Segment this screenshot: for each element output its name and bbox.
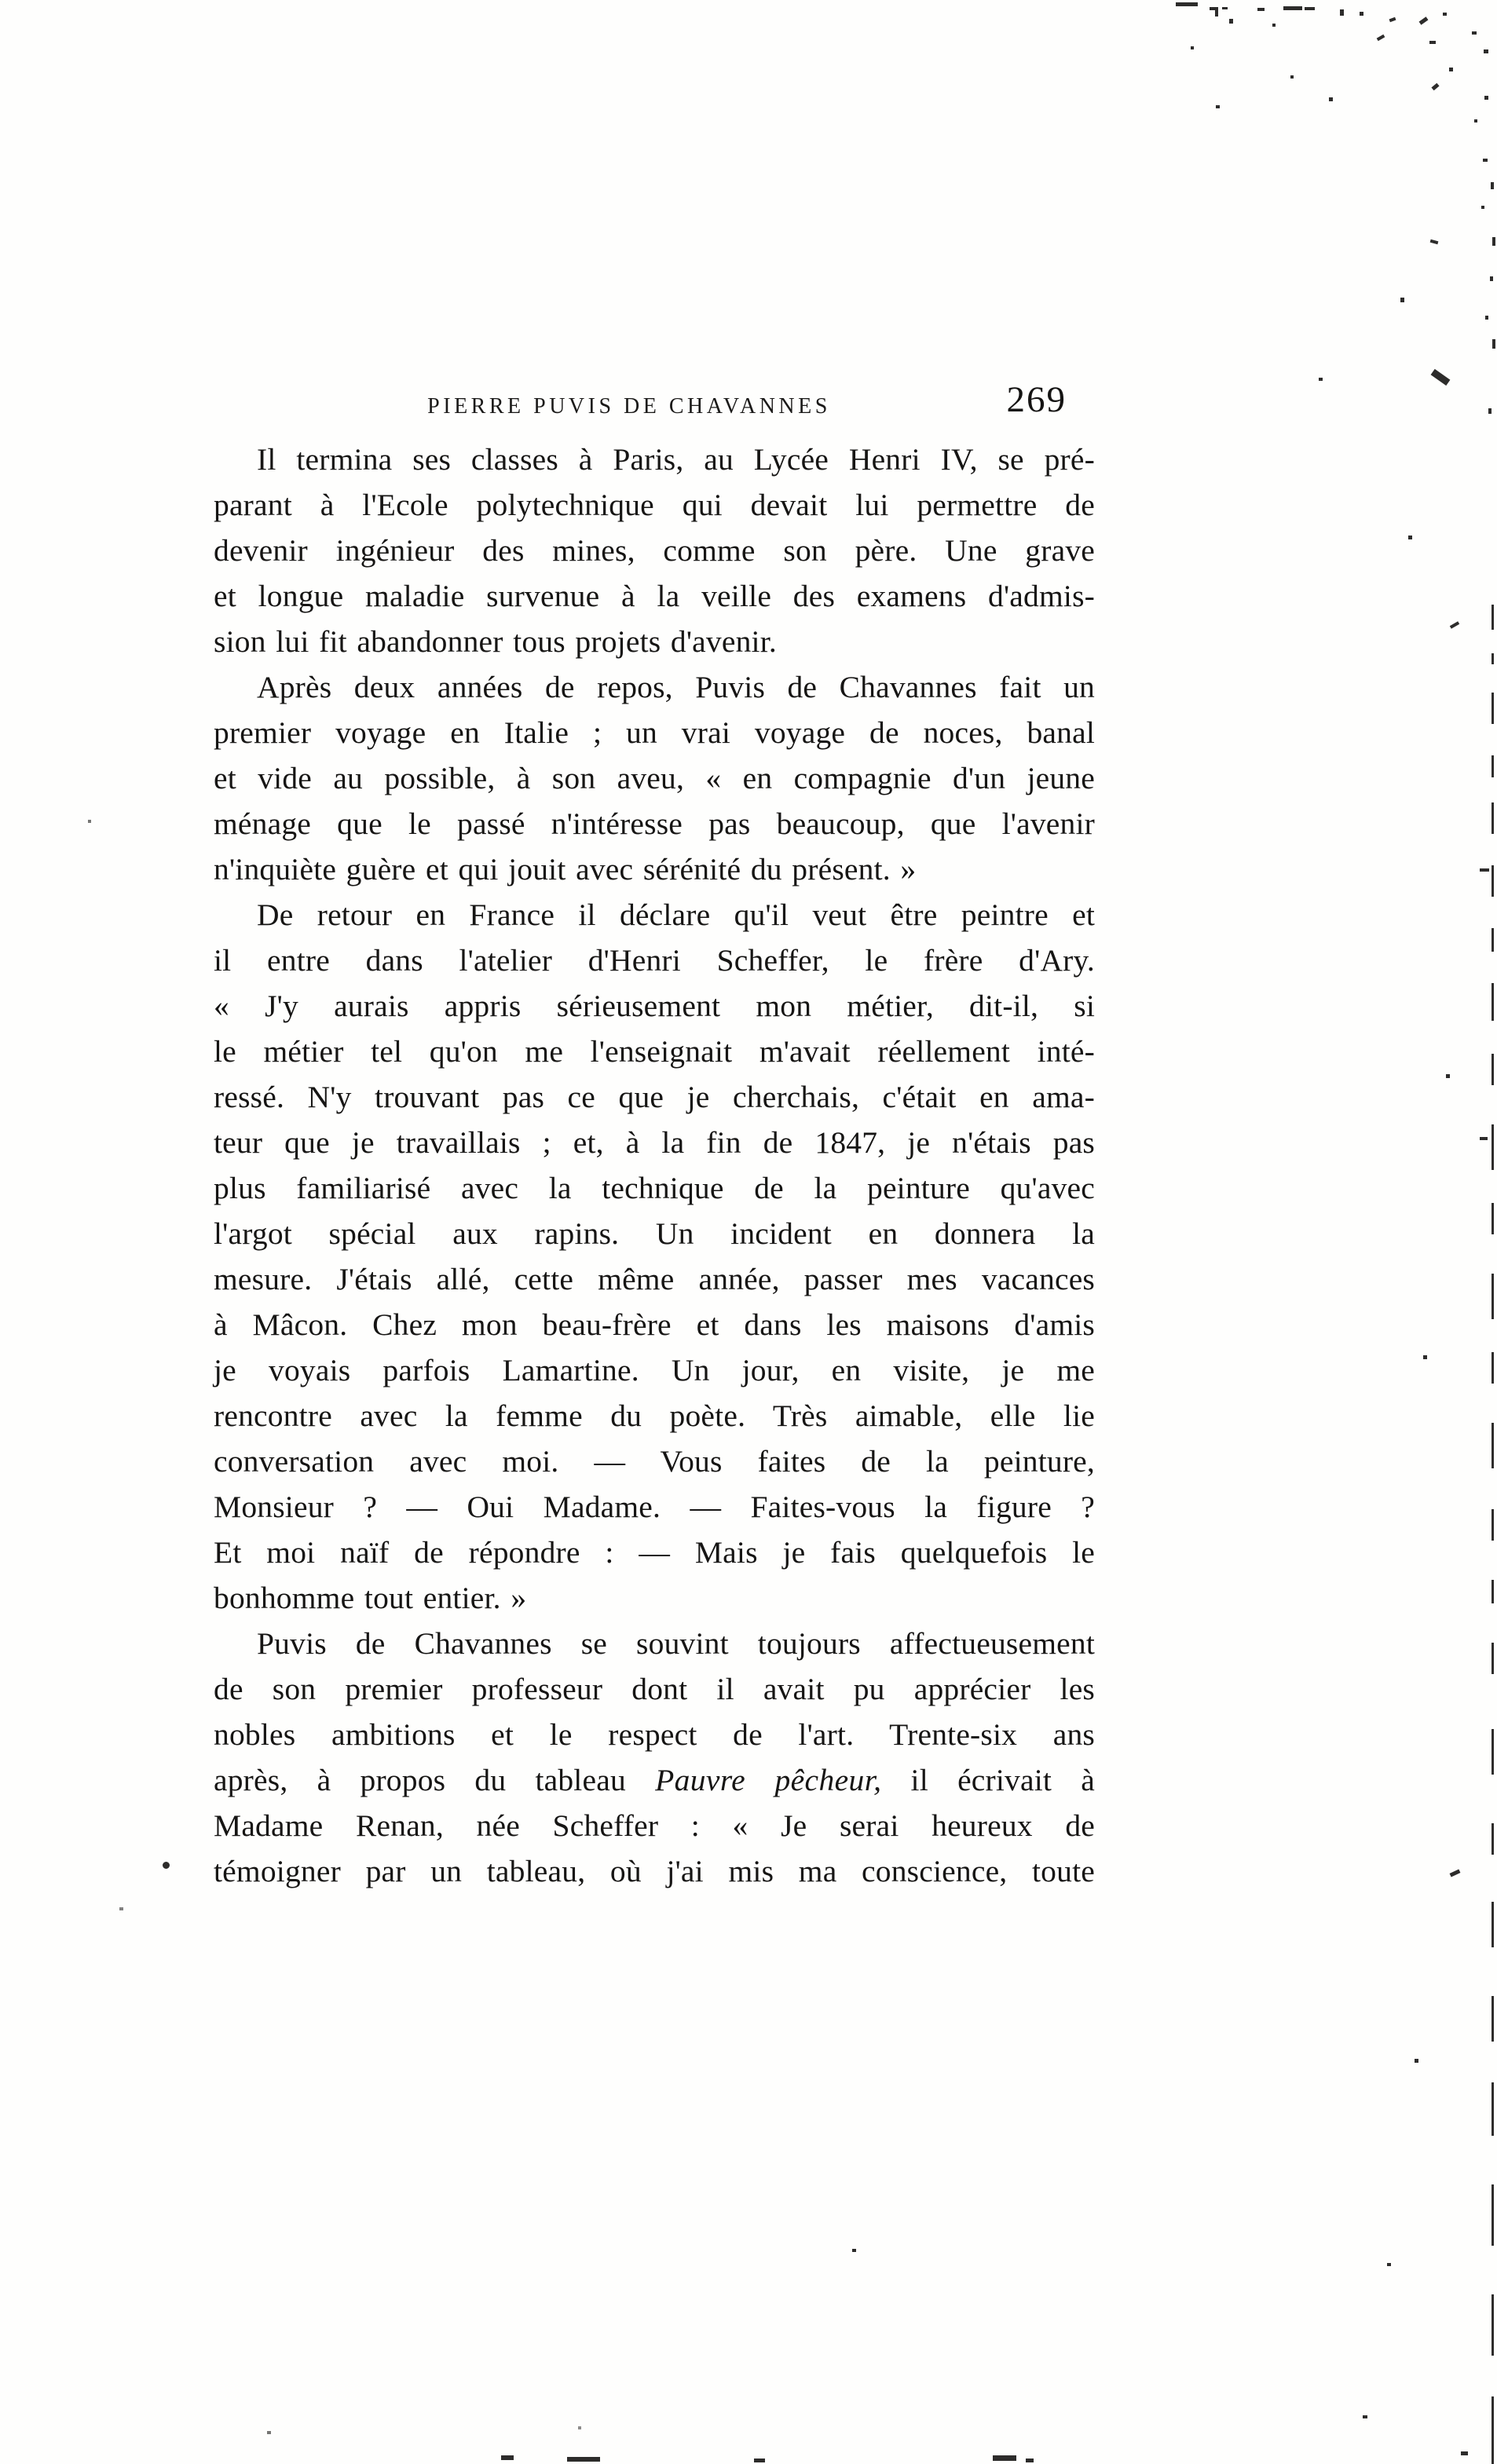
scan-speck: [1492, 237, 1495, 246]
scan-speck: [1492, 1729, 1494, 1775]
scan-speck: [1176, 2, 1198, 6]
scan-speck: [1443, 13, 1447, 16]
page-number: 269: [1006, 379, 1067, 420]
scan-speck: [1431, 369, 1451, 386]
page-body-text: [214, 437, 1095, 1894]
scan-speck: [1377, 35, 1385, 41]
text-line: Monsieur ? — Oui Madame. — Faites-vous la figure ?: [214, 1490, 1095, 1524]
italic-text: Pauvre pêcheur,: [655, 1763, 882, 1797]
scan-speck: [1492, 802, 1494, 834]
scan-speck: [1490, 276, 1493, 281]
text-line: conversation avec moi. — Vous faites de la peinture,: [214, 1444, 1095, 1479]
scan-speck: [1480, 868, 1489, 872]
text-line: Puvis de Chavannes se souvint toujours affectueusement: [257, 1626, 1095, 1661]
text-line: ressé. N'y trouvant pas ce que je cherchais, c'était en ama-: [214, 1080, 1095, 1114]
scan-speck: [1492, 653, 1494, 664]
scan-speck: [1492, 2184, 1494, 2246]
scan-speck: [1492, 928, 1494, 952]
scan-speck: [267, 2431, 271, 2434]
scan-speck: [578, 2426, 581, 2429]
text-line: à Mâcon. Chez mon beau-frère et dans les maisons d'amis: [214, 1307, 1095, 1342]
scan-speck: [1492, 2396, 1494, 2464]
scan-speck: [119, 1907, 123, 1910]
scan-speck: [1492, 1423, 1494, 1468]
paragraph: [214, 1621, 1095, 1894]
scan-speck: [1216, 105, 1220, 108]
scan-speck: [1492, 1643, 1494, 1674]
text-segment: il écrivait à: [881, 1763, 1095, 1797]
scan-speck: [1400, 298, 1404, 302]
text-line: Il termina ses classes à Paris, au Lycée Henri IV, se pré-: [257, 442, 1095, 477]
running-header: [214, 379, 1095, 432]
scan-speck: [1389, 17, 1396, 22]
text-line: premier voyage en Italie ; un vrai voyage de noces, banal: [214, 715, 1095, 750]
scan-speck: [754, 2459, 765, 2462]
scan-speck: [1429, 41, 1436, 44]
scan-speck: [1430, 239, 1439, 244]
scan-speck: [1492, 983, 1494, 1021]
scan-speck: [1492, 693, 1494, 724]
text-line: Madame Renan, née Scheffer : « Je serai heureux de: [214, 1808, 1095, 1843]
scan-speck: [1485, 316, 1488, 320]
scan-speck: [1450, 621, 1459, 628]
paragraph: [214, 437, 1095, 664]
scan-speck: [1319, 378, 1323, 381]
scan-speck: [1483, 159, 1488, 162]
scan-speck: [1222, 7, 1228, 9]
scan-speck: [163, 1862, 170, 1869]
text-line: parant à l'Ecole polytechnique qui devait lui permettre de: [214, 488, 1095, 522]
scan-speck: [1431, 83, 1439, 91]
scan-speck: [1474, 119, 1477, 122]
scan-speck: [501, 2455, 514, 2460]
scan-speck: [1491, 182, 1494, 189]
scan-speck: [1446, 1074, 1450, 1078]
scan-speck: [88, 820, 91, 823]
text-segment: après, à propos du tableau: [214, 1763, 656, 1797]
text-line: devenir ingénieur des mines, comme son père. Une grave: [214, 533, 1095, 568]
scan-speck: [1492, 1996, 1494, 2042]
scan-speck: [1492, 2082, 1494, 2136]
scan-speck: [1026, 2459, 1034, 2462]
scan-speck: [1272, 24, 1276, 27]
scan-speck: [1484, 96, 1488, 100]
scan-speck: [1492, 2294, 1494, 2356]
scan-speck: [1488, 408, 1492, 414]
text-line: Après deux années de repos, Puvis de Chavannes fait un: [257, 670, 1095, 704]
scan-speck: [1415, 2059, 1418, 2063]
text-line: bonhomme tout entier. »: [214, 1581, 527, 1615]
running-title: PIERRE PUVIS DE CHAVANNES: [427, 394, 831, 419]
scan-speck: [1191, 46, 1194, 49]
scan-speck: [1492, 1509, 1494, 1541]
scan-speck: [1408, 536, 1412, 539]
scan-speck: [1492, 1823, 1494, 1855]
text-line: rencontre avec la femme du poète. Très aimable, elle lie: [214, 1398, 1095, 1433]
text-line: de son premier professeur dont il avait pu apprécier les: [214, 1672, 1095, 1706]
scan-speck: [1340, 9, 1344, 16]
text-line: n'inquiète guère et qui jouit avec sérénité du présent. »: [214, 852, 917, 887]
scan-speck: [1492, 1902, 1494, 1947]
scan-speck: [1461, 2451, 1468, 2455]
scan-speck: [852, 2249, 856, 2252]
text-line: De retour en France il déclare qu'il veut être peintre et: [257, 897, 1095, 932]
scan-speck: [1229, 19, 1233, 24]
scan-speck: [1492, 1054, 1494, 1085]
text-line: et longue maladie survenue à la veille des examens d'admis-: [214, 579, 1095, 613]
scan-speck: [1257, 8, 1265, 11]
scan-speck: [1492, 1352, 1494, 1384]
text-line: je voyais parfois Lamartine. Un jour, en visite, je me: [214, 1353, 1095, 1387]
text-line: ménage que le passé n'intéresse pas beaucoup, que l'avenir: [214, 806, 1095, 841]
scan-speck: [1215, 10, 1218, 16]
text-line: mesure. J'étais allé, cette même année, passer mes vacances: [214, 1262, 1095, 1296]
scan-speck: [567, 2457, 600, 2462]
scan-speck: [1419, 16, 1429, 24]
scan-speck: [1449, 68, 1453, 71]
scan-speck: [1329, 97, 1333, 101]
scan-speck: [1363, 2415, 1367, 2418]
scan-speck: [1492, 339, 1495, 349]
text-line: sion lui fit abandonner tous projets d'avenir.: [214, 624, 777, 659]
scan-speck: [1492, 865, 1494, 897]
text-line: « J'y aurais appris sérieusement mon métier, dit-il, si: [214, 989, 1095, 1023]
scan-speck: [1387, 2263, 1391, 2266]
scan-speck: [1290, 75, 1294, 79]
text-line: nobles ambitions et le respect de l'art. Trente-six ans: [214, 1717, 1095, 1752]
text-line: et vide au possible, à son aveu, « en compagnie d'un jeune: [214, 761, 1095, 795]
scan-speck: [1450, 1869, 1461, 1877]
text-line: l'argot spécial aux rapins. Un incident en donnera la: [214, 1216, 1095, 1251]
text-line: Et moi naïf de répondre : — Mais je fais quelquefois le: [214, 1535, 1095, 1570]
scan-speck: [1492, 755, 1494, 777]
text-line: plus familiarisé avec la technique de la peinture qu'avec: [214, 1171, 1095, 1205]
scan-speck: [1492, 1580, 1494, 1603]
text-line: le métier tel qu'on me l'enseignait m'avait réellement inté-: [214, 1034, 1095, 1069]
paragraph: [214, 664, 1095, 892]
paragraph: [214, 892, 1095, 1621]
scan-speck: [1481, 206, 1484, 209]
scan-speck: [1480, 1137, 1488, 1140]
scan-speck: [1492, 605, 1494, 630]
scan-speck: [1492, 1124, 1494, 1170]
scan-speck: [1472, 31, 1477, 35]
scan-speck: [1492, 1274, 1494, 1319]
scan-speck: [1484, 49, 1488, 53]
text-line: il entre dans l'atelier d'Henri Scheffer, le frère d'Ary.: [214, 943, 1095, 978]
scan-speck: [1283, 6, 1302, 10]
text-line: teur que je travaillais ; et, à la fin de 1847, je n'étais pas: [214, 1125, 1095, 1160]
text-line: témoigner par un tableau, où j'ai mis ma conscience, toute: [214, 1854, 1095, 1888]
scan-speck: [1423, 1355, 1427, 1359]
text-line: [214, 1757, 1095, 1803]
scan-speck: [1360, 12, 1363, 16]
scan-speck: [1492, 1203, 1494, 1234]
scan-speck: [993, 2455, 1016, 2461]
scan-speck: [1305, 7, 1315, 10]
